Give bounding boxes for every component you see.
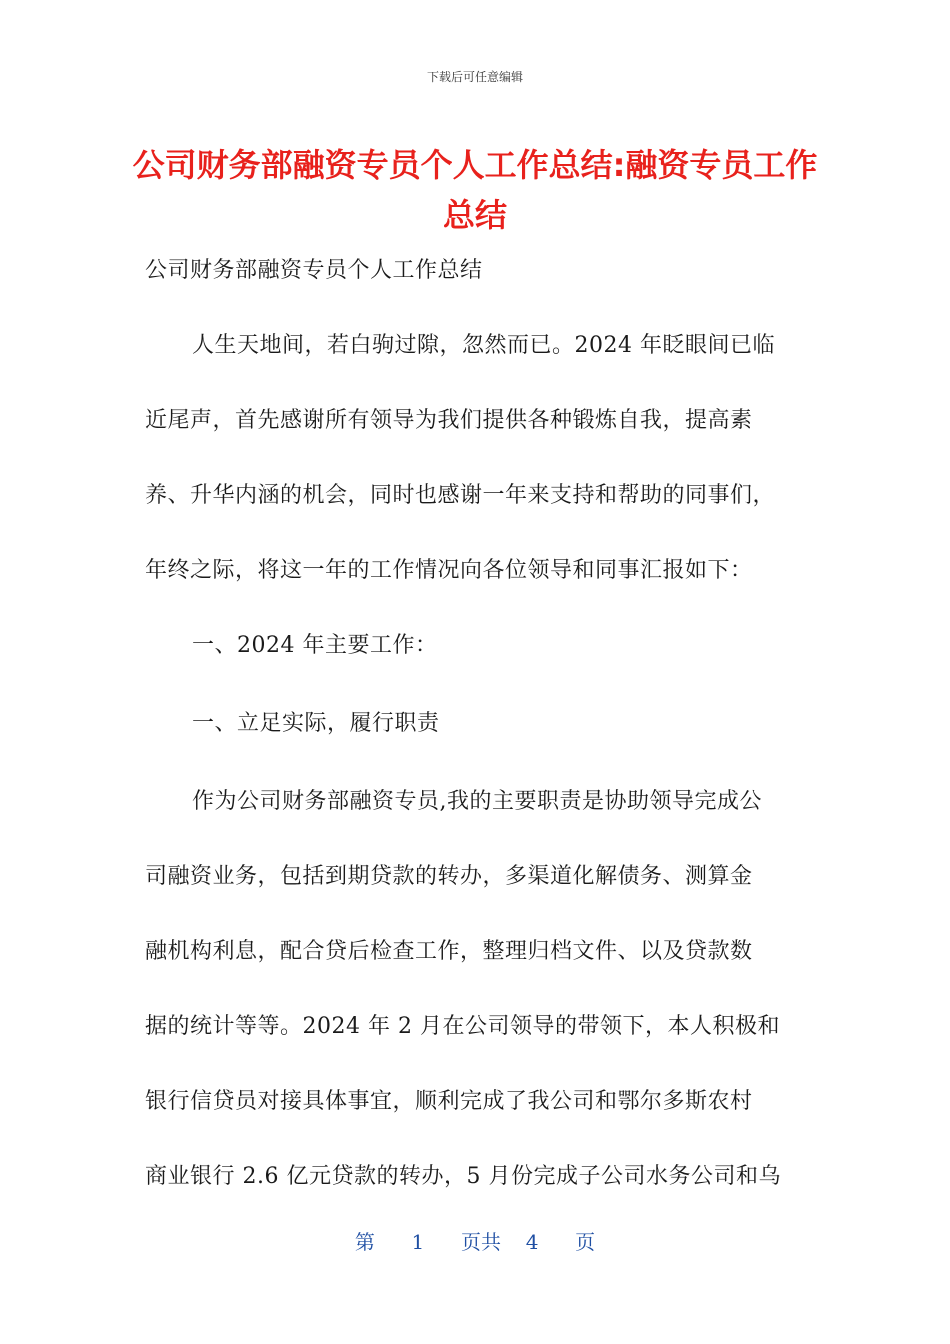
footer-prefix: 第 — [354, 1230, 375, 1254]
document-title: 公司财务部融资专员个人工作总结:融资专员工作总结 — [132, 146, 818, 234]
header-note: 下载后可任意编辑 — [426, 70, 523, 84]
footer-suffix: 页 — [575, 1230, 596, 1254]
page-footer — [0, 1226, 950, 1255]
paragraph-line: 商业银行 2.6 亿元贷款的转办，5 月份完成子公司水务公司和乌 — [145, 1164, 781, 1189]
paragraph-line: 年终之际，将这一年的工作情况向各位领导和同事汇报如下： — [145, 558, 753, 583]
paragraph-line: 近尾声，首先感谢所有领导为我们提供各种锻炼自我，提高素 — [145, 408, 753, 433]
paragraph-line: 养、升华内涵的机会，同时也感谢一年来支持和帮助的同事们， — [145, 483, 776, 508]
paragraph-line: 银行信贷员对接具体事宜，顺利完成了我公司和鄂尔多斯农村 — [145, 1089, 753, 1114]
document-body — [145, 252, 810, 1233]
footer-page-number: 1 — [411, 1230, 425, 1254]
paragraph-line: 融机构利息，配合贷后检查工作，整理归档文件、以及贷款数 — [145, 939, 753, 964]
paragraph-line: 作为公司财务部融资专员,我的主要职责是协助领导完成公 — [192, 789, 762, 814]
footer-middle: 页共 — [461, 1230, 501, 1254]
footer-total-pages: 4 — [525, 1230, 539, 1254]
paragraph-line: 司融资业务，包括到期贷款的转办，多渠道化解债务、测算金 — [145, 864, 753, 889]
section-heading: 一、立足实际，履行职责 — [192, 711, 440, 736]
section-heading: 一、2024 年主要工作： — [192, 633, 438, 658]
paragraph-line: 人生天地间，若白驹过隙，忽然而已。2024 年眨眼间已临 — [192, 333, 775, 358]
subtitle-line: 公司财务部融资专员个人工作总结 — [145, 258, 483, 283]
paragraph-line: 据的统计等等。2024 年 2 月在公司领导的带领下，本人积极和 — [145, 1014, 780, 1039]
